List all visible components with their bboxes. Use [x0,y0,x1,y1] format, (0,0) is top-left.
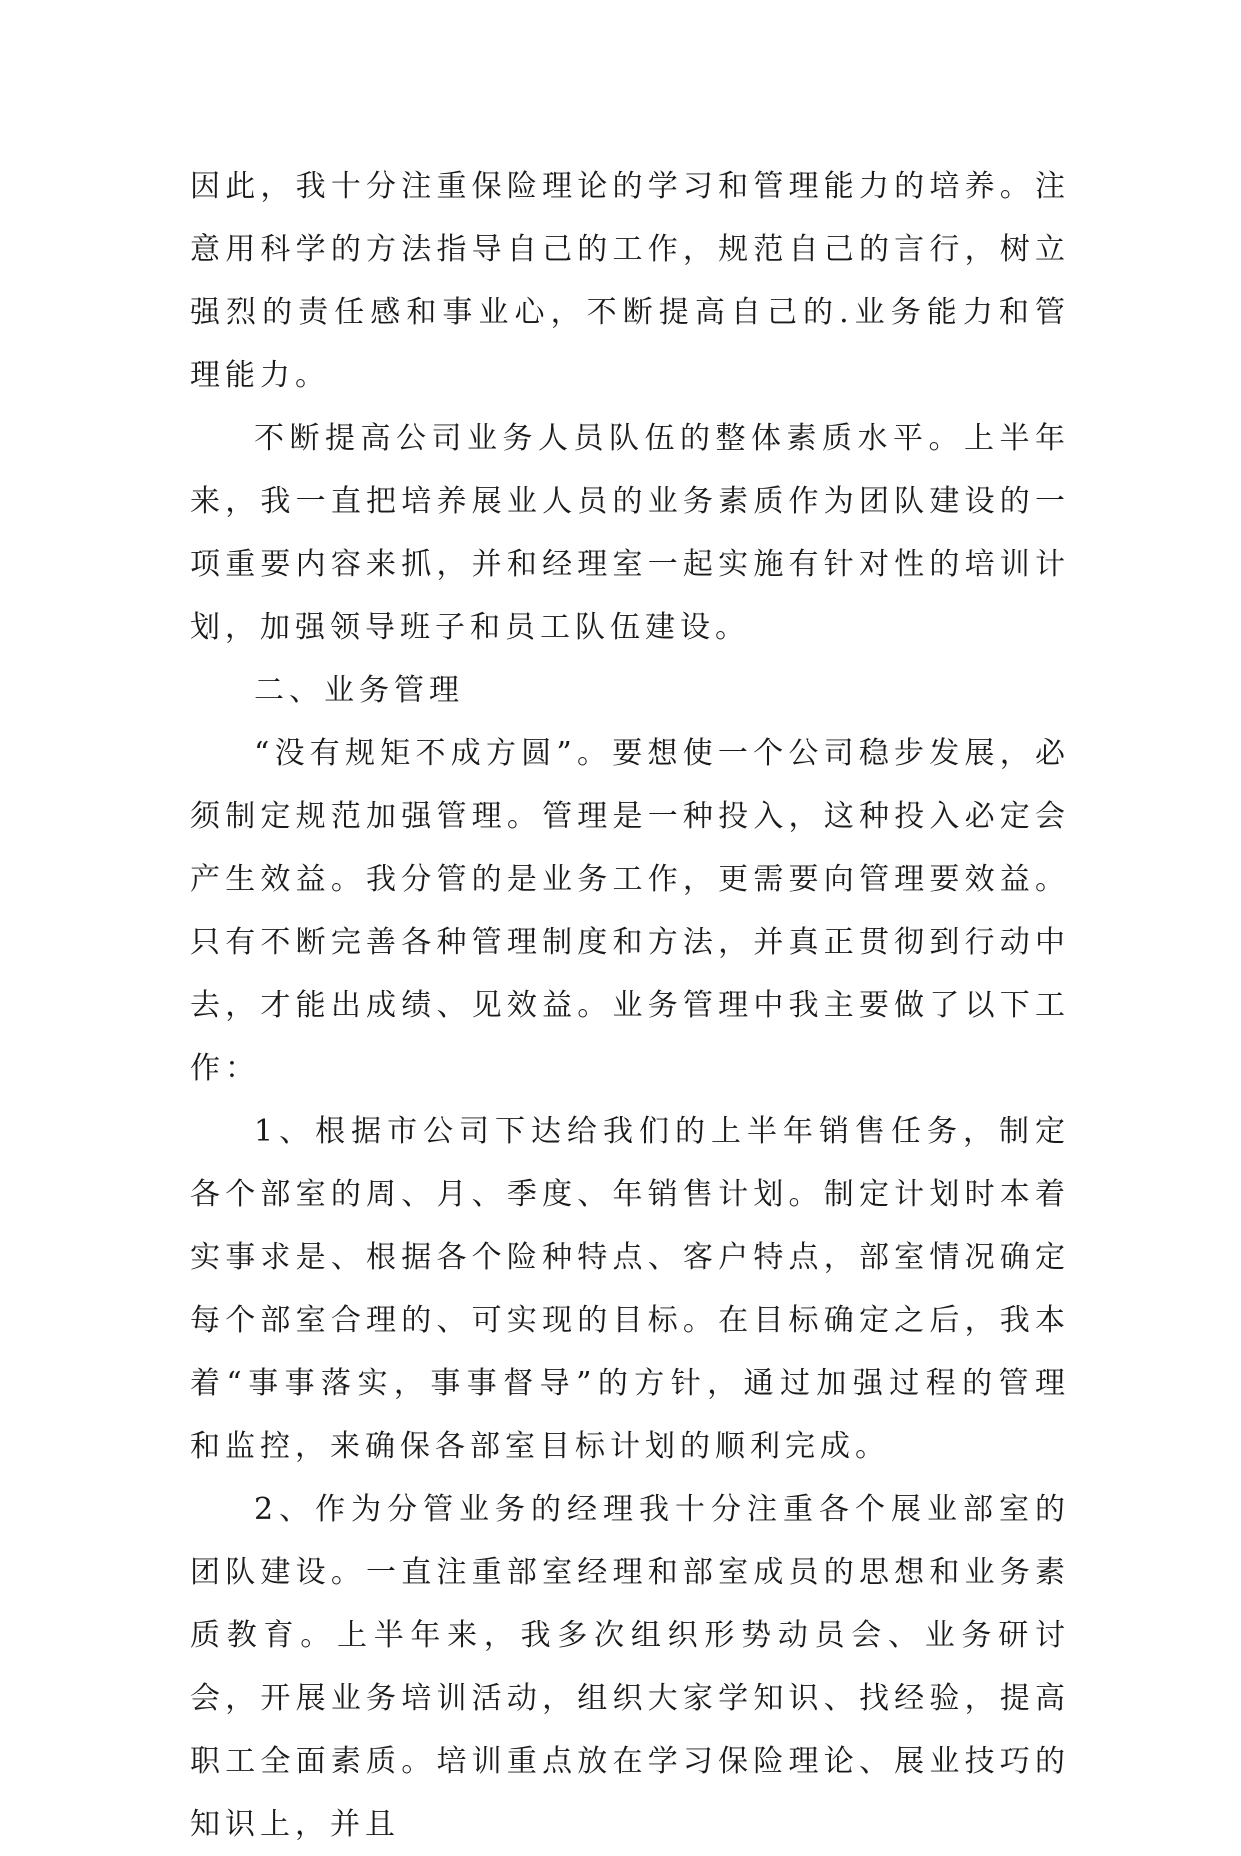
paragraph-item-2: 2、作为分管业务的经理我十分注重各个展业部室的团队建设。一直注重部室经理和部室成员的思想和业务素质教育。上半年来，我多次组织形势动员会、业务研讨会，开展业务培训活动，组织大家学知识、找经验，提高职工全面素质。培训重点放在学习保险理论、展业技巧的知识上，并且 [190,1492,1070,1842]
paragraph-team-quality: 不断提高公司业务人员队伍的整体素质水平。上半年来，我一直把培养展业人员的业务素质作为团队建设的一项重要内容来抓，并和经理室一起实施有针对性的培训计划，加强领导班子和员工队伍建设。 [190,421,1070,645]
section-heading-business-management: 二、业务管理 [254,673,464,708]
paragraph-intro: 因此，我十分注重保险理论的学习和管理能力的培养。注意用科学的方法指导自己的工作，规范自己的言行，树立强烈的责任感和事业心，不断提高自己的.业务能力和管理能力。 [190,169,1070,393]
document-body [190,155,1070,1856]
paragraph-management-principle: “没有规矩不成方圆”。要想使一个公司稳步发展，必须制定规范加强管理。管理是一种投入，这种投入必定会产生效益。我分管的是业务工作，更需要向管理要效益。只有不断完善各种管理制度和方法，并真正贯彻到行动中去，才能出成绩、见效益。业务管理中我主要做了以下工作： [190,736,1070,1086]
paragraph-item-1: 1、根据市公司下达给我们的上半年销售任务，制定各个部室的周、月、季度、年销售计划。制定计划时本着实事求是、根据各个险种特点、客户特点，部室情况确定每个部室合理的、可实现的目标。在目标确定之后，我本着“事事落实，事事督导”的方针，通过加强过程的管理和监控，来确保各部室目标计划的顺利完成。 [190,1114,1070,1464]
